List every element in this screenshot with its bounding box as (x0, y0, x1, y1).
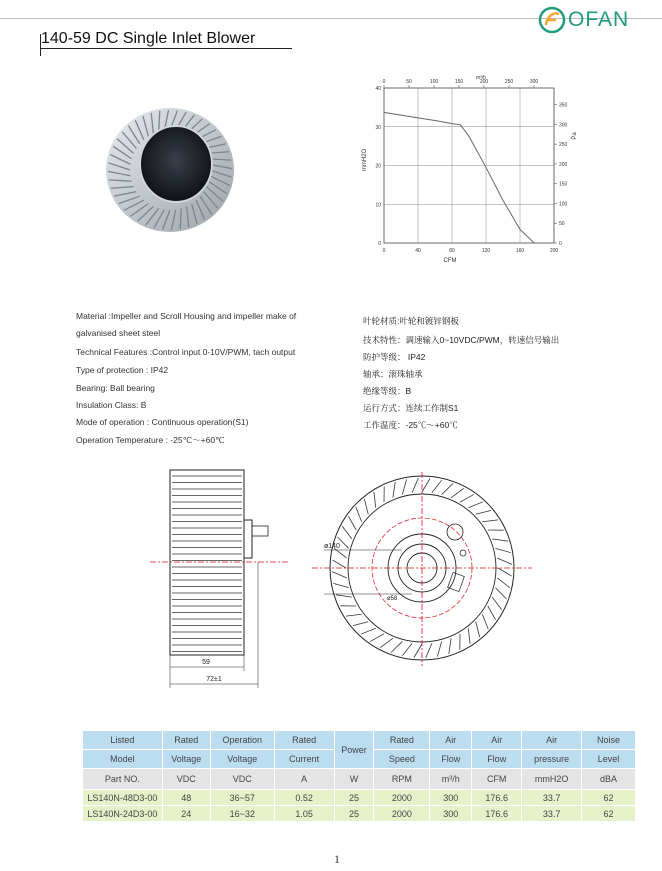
y-left-tick-label: 40 (375, 86, 381, 92)
front-blade (468, 502, 483, 508)
front-blade (422, 478, 430, 492)
cell-rated-voltage: 48 (162, 790, 210, 806)
th-air-1: Air (430, 731, 472, 750)
front-blade (482, 520, 498, 522)
th-operation: Operation (210, 731, 274, 750)
front-blade (333, 583, 348, 587)
cell-air-flow-cfm: 176.6 (472, 790, 522, 806)
y-right-tick-label: 100 (559, 201, 568, 208)
x-top-tick-label: 100 (429, 79, 439, 85)
front-blade (370, 634, 384, 642)
cell-rated-voltage: 24 (162, 806, 210, 822)
th-model: Model (83, 750, 163, 769)
x-bottom-tick-label: 160 (515, 248, 525, 254)
front-blade (353, 622, 368, 626)
table-row (83, 806, 636, 822)
y-right-tick-label: 250 (559, 142, 568, 149)
dim-width-inner: 59 (202, 659, 210, 666)
front-blade (460, 494, 474, 502)
cell-noise-level: 62 (582, 790, 636, 806)
y-left-tick-label: 20 (375, 163, 381, 170)
cell-rated-current: 1.05 (274, 806, 334, 822)
spec-cn-features: 技术特性：调速输入0~10VDC/PWM，转速信号输出 (363, 335, 560, 345)
spec-cn-material: 叶轮材质:叶轮和镀锌钢板 (363, 316, 459, 326)
cell-power: 25 (334, 806, 374, 822)
y-right-axis-label: Pa (572, 132, 578, 140)
y-left-axis-label: mmH2O (362, 148, 368, 172)
x-top-tick-label: 250 (504, 79, 514, 85)
cell-noise-level: 62 (582, 806, 636, 822)
x-bottom-tick-label: 40 (415, 248, 421, 254)
cell-air-flow-m3h: 300 (430, 790, 472, 806)
spec-insulation: Insulation Class: B (76, 400, 147, 410)
cell-rated-current: 0.52 (274, 790, 334, 806)
y-right-tick-label: 0 (559, 241, 562, 247)
y-right-tick-label: 300 (559, 122, 568, 129)
front-blade (393, 482, 395, 498)
front-blade (348, 516, 356, 530)
spec-cn-bearing: 轴承：滚珠轴承 (363, 369, 423, 379)
front-blade (346, 614, 362, 616)
th-rated-2: Rated (274, 731, 334, 750)
y-right-tick-label: 150 (559, 181, 568, 188)
y-right-tick-label: 350 (559, 102, 568, 109)
cell-air-flow-m3h: 300 (430, 806, 472, 822)
x-top-tick-label: 300 (529, 79, 539, 85)
th-air-3: Air (522, 731, 582, 750)
front-blade (476, 622, 480, 637)
table-row (83, 790, 636, 806)
front-blade (476, 510, 491, 514)
dim-width-outer: 72±1 (206, 676, 222, 683)
page-number: 1 (334, 852, 340, 866)
front-blade (498, 568, 512, 576)
dim-small-diameter: ø58 (387, 596, 398, 602)
front-blade (380, 638, 393, 648)
x-bottom-tick-label: 0 (382, 248, 386, 254)
th-voltage-2: Voltage (210, 750, 274, 769)
x-top-tick-label: 50 (406, 79, 412, 85)
y-left-tick-label: 10 (375, 202, 381, 209)
cell-part-no: LS140N-24D3-00 (83, 806, 163, 822)
front-blade (492, 539, 508, 541)
spec-table (82, 730, 636, 822)
spec-features: Technical Features :Control input 0-10V/PWM, tach output (76, 347, 296, 357)
front-blade (356, 507, 362, 522)
th-level: Level (582, 750, 636, 769)
th-speed: Speed (374, 750, 430, 769)
cell-rated-speed: 2000 (374, 806, 430, 822)
x-top-tick-label: 200 (479, 79, 489, 85)
spec-temperature: Operation Temperature : -25℃～+60℃ (76, 435, 225, 445)
spec-protection: Type of protection : IP42 (76, 365, 169, 375)
th-rated-1: Rated (162, 731, 210, 750)
x-bottom-axis-label: CFM (443, 258, 457, 264)
spec-bearing: Bearing: Ball bearing (76, 383, 155, 393)
y-right-tick-label: 50 (559, 221, 565, 228)
front-blade (402, 643, 412, 655)
x-top-tick-label: 0 (382, 79, 386, 85)
unit-dba: dBA (582, 769, 636, 790)
th-flow-1: Flow (430, 750, 472, 769)
cell-operation-voltage: 36~57 (210, 790, 274, 806)
front-blade (332, 572, 347, 578)
unit-w: W (334, 769, 374, 790)
x-bottom-tick-label: 80 (449, 248, 455, 254)
front-view-drawing (312, 470, 532, 670)
cell-operation-voltage: 16~32 (210, 806, 274, 822)
th-voltage-1: Voltage (162, 750, 210, 769)
logo-text: OFAN (568, 8, 630, 31)
th-air-2: Air (472, 731, 522, 750)
front-blade (336, 595, 352, 597)
performance-curve (384, 112, 534, 243)
front-blade (402, 479, 406, 494)
x-bottom-tick-label: 120 (481, 248, 491, 254)
unit-m3h: m³/h (430, 769, 472, 790)
spec-cn-insulation: 绝缘等级：B (363, 386, 412, 396)
front-blade (437, 641, 441, 656)
unit-a: A (274, 769, 334, 790)
front-blade (492, 597, 502, 610)
unit-part-no: Part NO. (83, 769, 163, 790)
spec-cn-mode: 运行方式：连续工作制S1 (363, 403, 459, 413)
front-blade (495, 588, 506, 599)
front-blade (482, 614, 488, 629)
front-blade (432, 480, 442, 492)
blower-photo (96, 90, 246, 240)
unit-rpm: RPM (374, 769, 430, 790)
front-blade (449, 638, 451, 654)
front-blade (497, 578, 509, 588)
th-rated-3: Rated (374, 731, 430, 750)
front-blade (426, 643, 432, 658)
front-blade (468, 628, 470, 644)
title-underline (40, 48, 292, 49)
spec-mode: Mode of operation : Continuous operation(S1) (76, 417, 249, 427)
spec-material-cont: galvanised sheet steel (76, 328, 161, 338)
th-pressure: pressure (522, 750, 582, 769)
spec-cn-temperature: 工作温度：-25℃～+60℃ (363, 420, 458, 430)
front-blade (342, 526, 352, 539)
front-blade (451, 488, 464, 498)
front-blade (488, 606, 496, 620)
y-left-tick-label: 30 (375, 124, 381, 131)
th-listed: Listed (83, 731, 163, 750)
front-blade (412, 478, 418, 493)
front-blade (374, 492, 376, 508)
front-blade (442, 484, 453, 495)
cell-power: 25 (334, 790, 374, 806)
th-noise: Noise (582, 731, 636, 750)
th-current: Current (274, 750, 334, 769)
cell-air-flow-cfm: 176.6 (472, 806, 522, 822)
unit-cfm: CFM (472, 769, 522, 790)
side-view-drawing (150, 462, 290, 692)
th-power: Power (334, 731, 374, 769)
unit-mmh2o: mmH2O (522, 769, 582, 790)
page-title: 140-59 DC Single Inlet Blower (41, 30, 256, 47)
dim-diameter: ø140 (324, 543, 340, 550)
th-flow-2: Flow (472, 750, 522, 769)
unit-vdc-2: VDC (210, 769, 274, 790)
y-right-tick-label: 200 (559, 161, 568, 168)
cell-rated-speed: 2000 (374, 790, 430, 806)
y-left-tick-label: 0 (378, 241, 381, 247)
front-blade (495, 548, 510, 552)
spec-material: Material :Impeller and Scroll Housing and impeller make of (76, 311, 297, 321)
cell-air-pressure: 33.7 (522, 806, 582, 822)
x-bottom-tick-label: 200 (549, 248, 559, 254)
x-top-unit: m³/h (476, 75, 486, 81)
unit-vdc-1: VDC (162, 769, 210, 790)
front-blade (497, 558, 512, 564)
front-blade (332, 560, 346, 568)
front-blade (364, 499, 368, 514)
front-blade (414, 644, 422, 658)
front-blade (361, 628, 376, 634)
x-top-tick-label: 150 (454, 79, 464, 85)
cell-air-pressure: 33.7 (522, 790, 582, 806)
spec-cn-protection: 防护等级： IP42 (363, 352, 426, 362)
performance-chart (354, 68, 594, 268)
front-blade (391, 641, 402, 652)
cell-part-no: LS140N-48D3-00 (83, 790, 163, 806)
